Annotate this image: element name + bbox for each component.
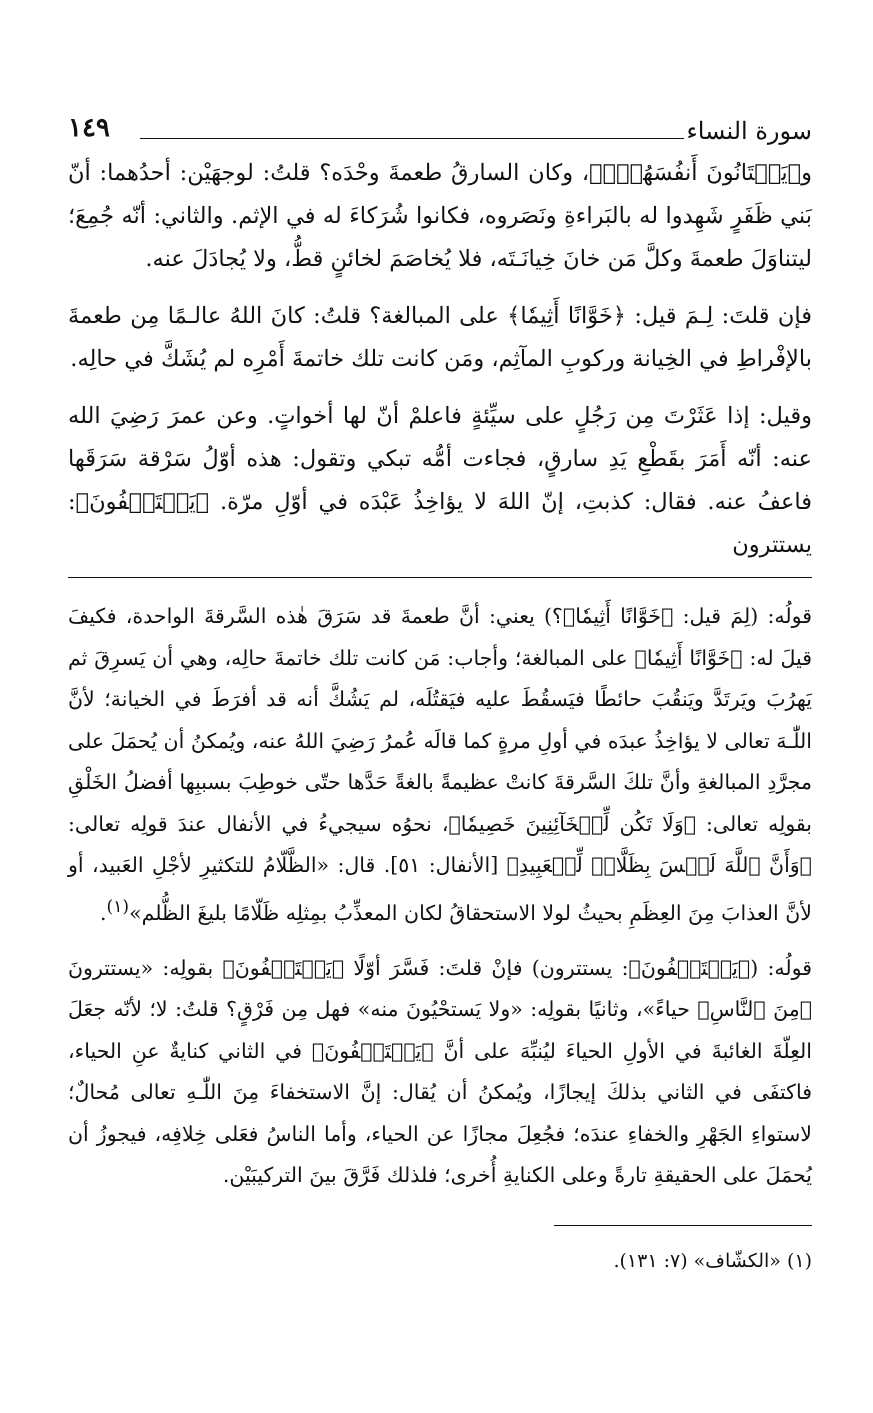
footnote: (١) «الكشّاف» (٧: ١٣١).	[613, 1249, 812, 1272]
footnote-rule	[554, 1225, 812, 1226]
commentary-paragraph-1-text: قولُه: (لِمَ قيل: ﴿خَوَّانًا أَثِيمٗا﴾؟) يعني: أنَّ طعمةَ قد سَرَقَ هٰذه السَّرقةَ الواحدة، فكيفَ قيلَ له: ﴿خَوَّانًا أَثِيمٗا﴾ على المبالغة؛ وأجاب: مَن كانت تلك خاتمةَ حالِه، وهي أن يَسرِقَ ثم يَهرُبَ ويَرتَدَّ ويَنقُبَ حائطًا فيَسقُطَ عليه فيَقتُلَه، لم يَشُكَّ أنه قد أفرَطَ في الخيانة؛ لأنَّ اللّٰـهَ تعالى لا يؤاخِذُ عبدَه في أولِ مرةٍ كما قالَه عُمرُ رَضِيَ اللهُ عنه، ويُمكنُ أن يُحمَلَ على مجرَّدِ المبالغةِ وأنَّ تلكَ السَّرقةَ كانتْ عظيمةً بالغةً حَدَّها حتّى خوطِبَ بسببِها أفضلُ الخَلْقِ بقولِه تعالى: ﴿وَلَا تَكُن لِّلۡخَآئِنِينَ خَصِيمٗا﴾، نحوُه سيجيءُ في الأنفال عندَ قولِه تعالى: ﴿وَأَنَّ ٱللَّهَ لَيۡسَ بِظَلَّامٖ لِّلۡعَبِيدِ﴾ [الأنفال: ٥١]. قال: «الظَّلّامُ للتكثيرِ لأجْلِ العَبيد، أو لأنَّ العذابَ مِنَ العِظَمِ بحيثُ لولا الاستحقاقُ لكان المعذِّبُ بمِثلِه ظَلّامًا بليغَ الظُّلم»	[68, 604, 812, 925]
document-page	[68, 108, 812, 1276]
page-number: ١٤٩	[68, 113, 110, 143]
main-paragraph-3: وقيل: إذا عَثَرْتَ مِن رَجُلٍ على سيِّئةٍ فاعلمْ أنّ لها أخواتٍ. وعن عمرَ رَضِيَ الله عنه: أنّه أَمَرَ بقَطْعِ يَدِ سارقٍ، فجاءت أمُّه تبكي وتقول: هذه أوّلُ سَرْقة سَرَقَها فاعفُ عنه. فقال: كذبتِ، إنّ اللهَ لا يؤاخِذُ عَبْدَه في أوّلِ مرّة. ﴿يَسۡتَخۡفُونَ﴾: يستترون	[68, 403, 812, 558]
page-header	[68, 108, 812, 152]
main-paragraph-2: فإن قلتَ: لِـمَ قيل: ﴿خَوَّانًا أَثِيمٗا﴾ على المبالغة؟ قلتُ: كانَ اللهُ عالـمًا مِن طعمةَ بالإفْراطِ في الخِيانة وركوبِ المآثِم، ومَن كانت تلك خاتمةَ أَمْرِه لم يُشَكَّ في حالِه.	[68, 303, 812, 372]
section-divider	[68, 577, 812, 578]
main-paragraph-1: و﴿يَخۡتَانُونَ أَنفُسَهُمۡۚ﴾، وكان السارقُ طعمةَ وحْدَه؟ قلتُ: لوجهَيْن: أحدُهما: أنّ بَني ظَفَرٍ شَهِدوا له بالبَراءةِ ونَصَروه، فكانوا شُرَكاءَ له في الإثم. والثاني: أنّه جُمِعَ؛ ليتناوَلَ طعمةَ وكلَّ مَن خانَ خِيانَـتَه، فلا يُخاصَمَ لخائنٍ قطُّ، ولا يُجادَلَ عنه.	[68, 160, 812, 272]
main-text	[68, 152, 812, 567]
commentary-paragraph-1: قولُه: (لِمَ قيل: ﴿خَوَّانًا أَثِيمٗا﴾؟) يعني: أنَّ طعمةَ قد سَرَقَ هٰذه السَّرقةَ الواحدة، فكيفَ قيلَ له: ﴿خَوَّانًا أَثِيمٗا﴾ على المبالغة؛ وأجاب: مَن كانت تلك خاتمةَ حالِه، وهي أن يَسرِقَ ثم يَهرُبَ ويَرتَدَّ ويَنقُبَ حائطًا فيَسقُطَ عليه فيَقتُلَه، لم يَشُكَّ أنه قد أفرَطَ في الخيانة؛ لأنَّ اللّٰـهَ تعالى لا يؤاخِذُ عبدَه في أولِ مرةٍ كما قالَه عُمرُ رَضِيَ اللهُ عنه، ويُمكنُ أن يُحمَلَ على مجرَّدِ المبالغةِ وأنَّ تلكَ السَّرقةَ كانتْ عظيمةً بالغةً حَدَّها حتّى خوطِبَ بسببِها أفضلُ الخَلْقِ بقولِه تعالى: ﴿وَلَا تَكُن لِّلۡخَآئِنِينَ خَصِيمٗا﴾، نحوُه سيجيءُ في الأنفال عندَ قولِه تعالى: ﴿وَأَنَّ ٱللَّهَ لَيۡسَ بِظَلَّامٖ لِّلۡعَبِيدِ﴾ [الأنفال: ٥١]. قال: «الظَّلّامُ للتكثيرِ لأجْلِ العَبيد، أو لأنَّ العذابَ مِنَ العِظَمِ بحيثُ لولا الاستحقاقُ لكان المعذِّبُ بمِثلِه ظَلّامًا بليغَ الظُّلم»$^{(١)}$.	[68, 604, 812, 925]
footnote-ref[interactable]: (١)	[106, 896, 130, 917]
header-rule	[140, 138, 684, 139]
commentary-paragraph-2: قولُه: (﴿يَسۡتَخۡفُونَ﴾: يستترون) فإنْ قلتَ: فَسَّرَ أوّلًا ﴿يَسۡتَخۡفُونَ﴾ بقولِه: «يستترونَ ﴿مِنَ ٱلنَّاسِ﴾ حياءً»، وثانيًا بقولِه: «ولا يَستحْيُونَ منه» فهل مِن فَرْقٍ؟ قلتُ: لا؛ لأنّه جعَلَ العِلّةَ الغائبةَ في الأولِ الحياءَ ليُنبِّهَ على أنَّ ﴿يَسۡتَخۡفُونَ﴾ في الثاني كنايةٌ عنِ الحياء، فاكتفَى في الثاني بذلكَ إيجازًا، ويُمكنُ أن يُقال: إنَّ الاستخفاءَ مِنَ اللّٰـهِ تعالى مُحالٌ؛ لاستواءِ الجَهْرِ والخفاءِ عندَه؛ فجُعِلَ مجازًا عن الحياء، وأما الناسُ فعَلى خِلافِه، فيجوزُ أن يُحمَلَ على الحقيقةِ تارةً وعلى الكنايةِ أُخرى؛ فلذلك فَرَّقَ بينَ التركيبَيْن.	[68, 955, 812, 1188]
surah-title: سورة النساء	[686, 117, 812, 145]
commentary	[68, 596, 812, 1197]
